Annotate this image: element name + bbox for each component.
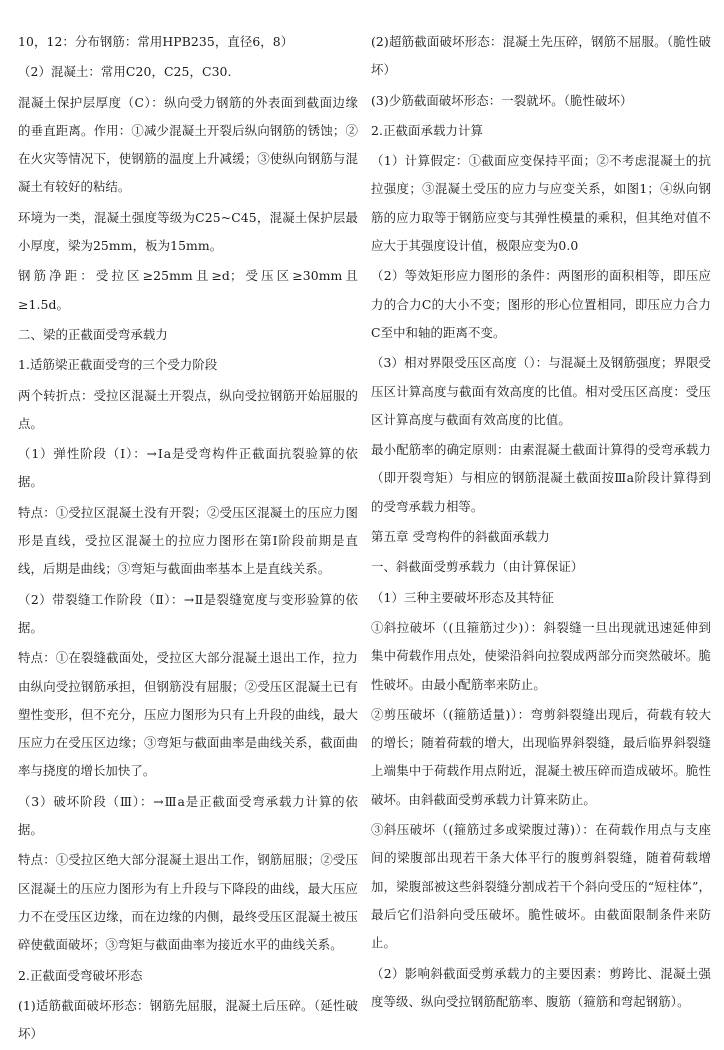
paragraph-diagonal-compression: ③斜压破坏（(箍筋过多或梁腹过薄)）：在荷载作用点与支座间的梁腹部出现若干条大体平行的腹剪斜裂缝，随着荷载增加，梁腹部被这些斜裂缝分割成若干个斜向受压的“短柱体”，最后它们沿斜向受压破坏。脆性破坏。由截面限制条件来防止。	[371, 822, 711, 951]
chapter-heading-shear: 第五章 受弯构件的斜截面承载力	[371, 529, 550, 545]
subheading-failure-types: （1）三种主要破坏形态及其特征	[371, 589, 554, 605]
paragraph-elastic-features: 特点：①受拉区混凝土没有开裂；②受压区混凝土的压应力图形是直线，受拉区混凝土的拉应力图形在第Ⅰ阶段前期是直线，后期是曲线；③弯矩与截面曲率基本上是直线关系。	[18, 504, 358, 577]
paragraph-under-reinforced: (1)适筋截面破坏形态：钢筋先屈服，混凝土后压碎。（延性破坏）	[18, 997, 358, 1042]
paragraph-assumptions: （1）计算假定：①截面应变保持平面；②不考虑混凝土的抗拉强度；③混凝土受压的应力与应变关系，如图1；④纵向钢筋的应力取等于钢筋应变与其弹性模量的乘积，但其绝对值不应大于其强度设计值，极限应变为0.0	[371, 153, 711, 254]
section-heading-flexural: 二、梁的正截面受弯承载力	[18, 326, 168, 342]
paragraph-diagonal-tension: ①斜拉破坏（(且箍筋过少)）：斜裂缝一旦出现就迅速延伸到集中荷载作用点处，使梁沿斜向拉裂成两部分而突然破坏。脆性破坏。由最小配筋率来防止。	[371, 619, 711, 692]
paragraph-cracked-features: 特点：①在裂缝截面处，受拉区大部分混凝土退出工作，拉力由纵向受拉钢筋承担，但钢筋没有屈服；②受压区混凝土已有塑性变形，但不充分，压应力图形为只有上升段的曲线，最大压应力在受压区边缘；③弯矩与截面曲率是曲线关系，截面曲率与挠度的增长加快了。	[18, 650, 358, 779]
paragraph-equivalent-block: （2）等效矩形应力图形的条件：两图形的面积相等，即压应力的合力C的大小不变；图形的形心位置相同，即压应力合力C至中和轴的距离不变。	[371, 268, 711, 340]
paragraph-influencing-factors: （2）影响斜截面受剪承载力的主要因素：剪跨比、混凝土强度等级、纵向受拉钢筋配筋率、腹筋（箍筋和弯起钢筋）。	[371, 965, 711, 1009]
paragraph-bar-spacing: 钢筋净距：受拉区≥25mm且≥d；受压区≥30mm且≥1.5d。	[18, 268, 358, 312]
subheading-three-stages: 1.适筋梁正截面受弯的三个受力阶段	[18, 357, 218, 373]
paragraph-distribution-bars: 10，12：分布钢筋：常用HPB235，直径6，8）	[18, 34, 294, 49]
subheading-capacity-calc: 2.正截面承载力计算	[371, 122, 483, 138]
subheading-failure-modes: 2.正截面受弯破坏形态	[18, 967, 143, 983]
right-column	[371, 28, 711, 1018]
left-column	[18, 28, 358, 1050]
paragraph-min-reinforcement: 最小配筋率的确定原则：由素混凝土截面计算得的受弯承载力（即开裂弯矩）与相应的钢筋混凝土截面按Ⅲa阶段计算得到的受弯承载力相等。	[371, 442, 711, 514]
paragraph-environment-class: 环境为一类，混凝土强度等级为C25~C45，混凝土保护层最小厚度，梁为25mm，板为15mm。	[18, 209, 358, 254]
paragraph-lightly-reinforced: (3)少筋截面破坏形态：一裂就坏。（脆性破坏）	[371, 92, 633, 108]
paragraph-turning-points: 两个转折点：受拉区混凝土开裂点，纵向受拉钢筋开始屈服的点。	[18, 387, 358, 431]
section-heading-shear-capacity: 一、斜截面受剪承载力（由计算保证）	[371, 559, 584, 575]
paragraph-failure-stage: （3）破坏阶段（Ⅲ）：→Ⅲa是正截面受弯承载力计算的依据。	[18, 793, 358, 838]
paragraph-failure-features: 特点：①受拉区绝大部分混凝土退出工作，钢筋屈服；②受压区混凝土的压应力图形为有上升段与下降段的曲线，最大压应力不在受压区边缘，而在边缘的内侧，最终受压区混凝土被压碎使截面破坏；③弯矩与截面曲率为接近水平的曲线关系。	[18, 852, 358, 953]
paragraph-over-reinforced: (2)超筋截面破坏形态：混凝土先压碎，钢筋不屈服。（脆性破坏）	[371, 34, 711, 78]
paragraph-concrete-grades: （2）混凝土：常用C20，C25，C30.	[18, 64, 232, 80]
paragraph-elastic-stage: （1）弹性阶段（Ⅰ）：→Ⅰa是受弯构件正截面抗裂验算的依据。	[18, 446, 358, 490]
paragraph-shear-compression: ②剪压破坏（(箍筋适量)）：弯剪斜裂缝出现后，荷载有较大的增长；随着荷载的增大，出现临界斜裂缝，最后临界斜裂缝上端集中于荷载作用点附近，混凝土被压碎而造成破坏。脆性破坏。由斜截面受剪承载力计算来防止。	[371, 706, 711, 807]
paragraph-relative-depth: （3）相对界限受压区高度（）：与混凝土及钢筋强度；界限受压区计算高度与截面有效高度的比值。相对受压区高度：受压区计算高度与截面有效高度的比值。	[371, 355, 711, 427]
paragraph-cracked-stage: （2）带裂缝工作阶段（Ⅱ）：→Ⅱ是裂缝宽度与变形验算的依据。	[18, 591, 358, 635]
paragraph-cover-thickness: 混凝土保护层厚度（C）：纵向受力钢筋的外表面到截面边缘的垂直距离。作用：①减少混凝土开裂后纵向钢筋的锈蚀；②在火灾等情况下，使钢筋的温度上升减缓；③使纵向钢筋与混凝土有较好的粘结。	[18, 94, 358, 195]
